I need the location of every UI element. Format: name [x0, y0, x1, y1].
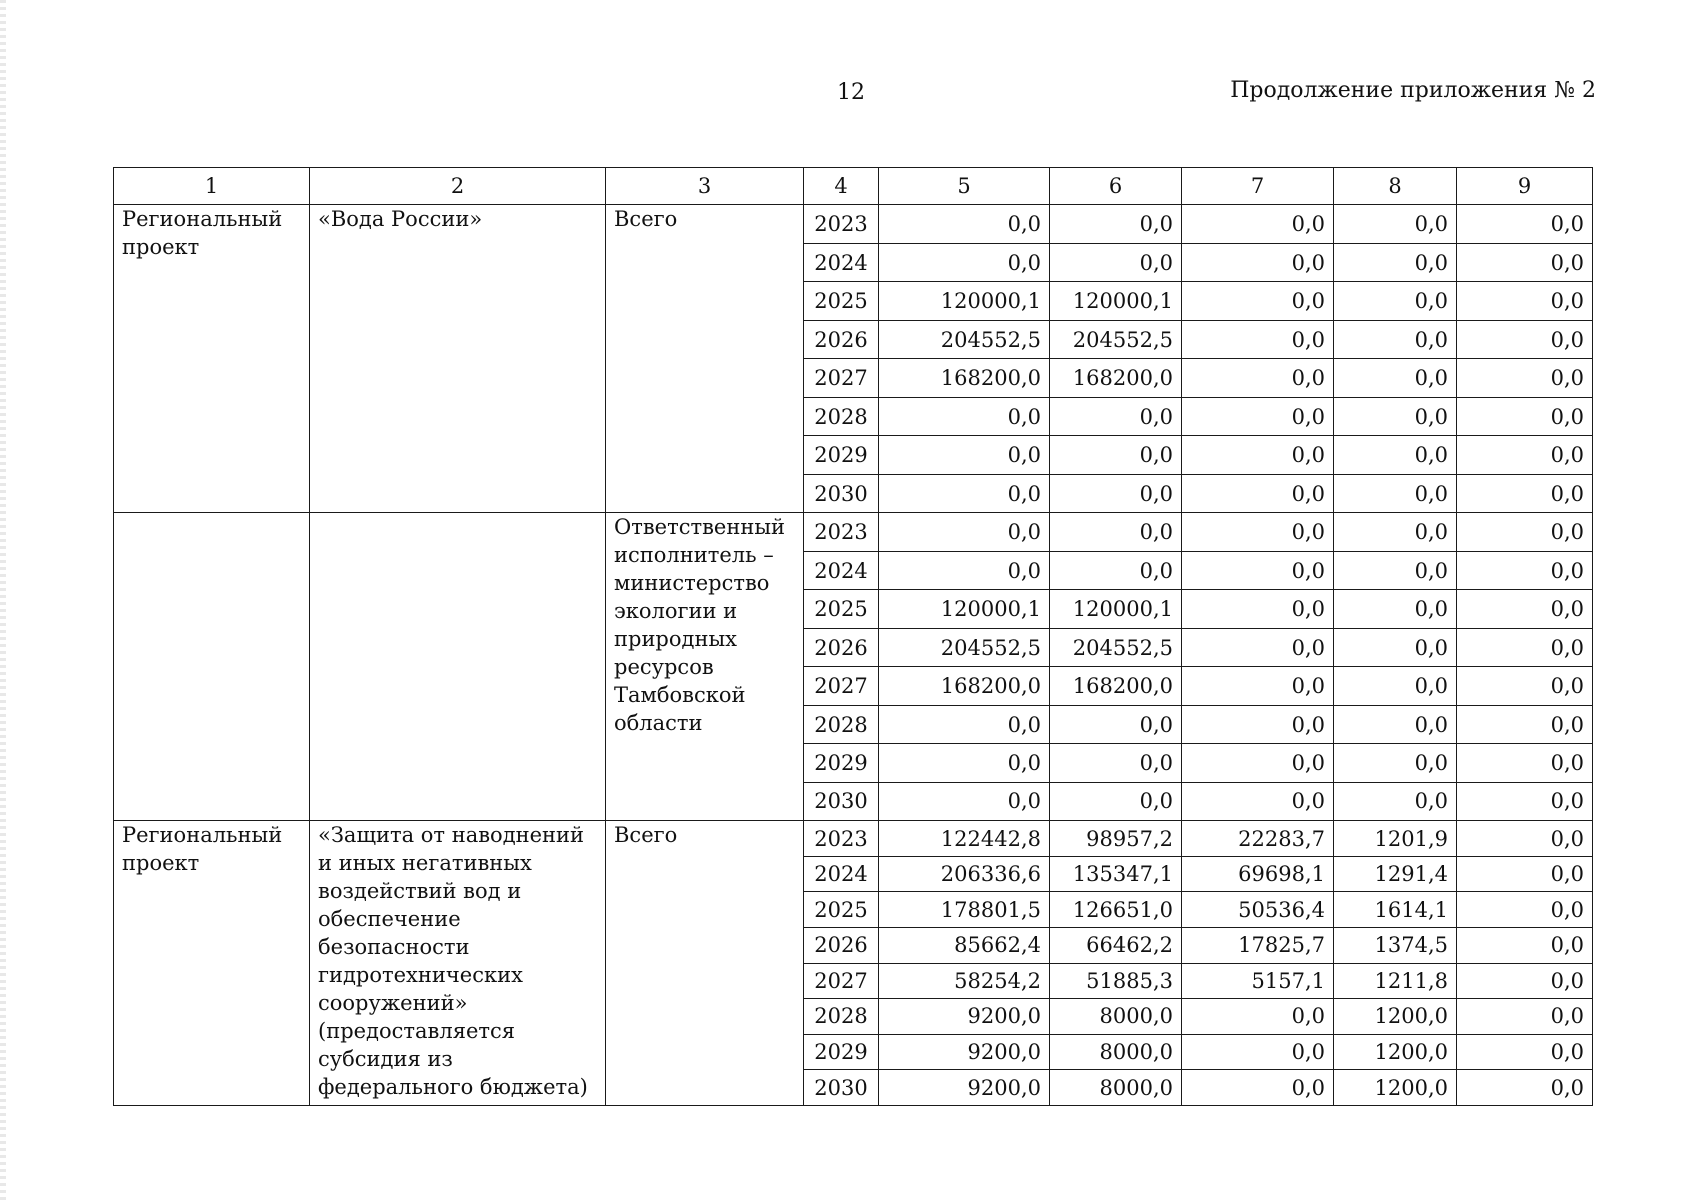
year-cell: 2025	[804, 892, 879, 928]
value-cell: 98957,2	[1050, 821, 1182, 857]
value-cell: 0,0	[1182, 744, 1334, 782]
value-cell: 0,0	[1050, 744, 1182, 782]
value-cell: 0,0	[879, 205, 1050, 243]
year-cell: 2024	[804, 551, 879, 589]
page-number: 12	[837, 80, 865, 105]
value-cell: 0,0	[1457, 243, 1593, 281]
year-cell: 2024	[804, 856, 879, 892]
table-row	[114, 821, 1593, 857]
value-cell: 0,0	[1457, 999, 1593, 1035]
value-cell: 0,0	[1050, 551, 1182, 589]
value-cell: 0,0	[1334, 282, 1457, 320]
value-cell: 0,0	[1457, 927, 1593, 963]
value-cell: 0,0	[1182, 667, 1334, 705]
value-cell: 0,0	[1457, 590, 1593, 628]
label-cell-col1: Региональный проект	[114, 205, 310, 513]
label-cell-col1	[114, 513, 310, 821]
value-cell: 0,0	[1050, 243, 1182, 281]
value-cell: 120000,1	[879, 282, 1050, 320]
value-cell: 0,0	[1334, 359, 1457, 397]
value-cell: 1291,4	[1334, 856, 1457, 892]
value-cell: 0,0	[1457, 821, 1593, 857]
value-cell: 0,0	[1334, 397, 1457, 435]
value-cell: 0,0	[1457, 359, 1593, 397]
value-cell: 0,0	[1050, 205, 1182, 243]
table-row	[114, 513, 1593, 551]
value-cell: 9200,0	[879, 1034, 1050, 1070]
year-cell: 2030	[804, 474, 879, 512]
header-cell: 9	[1457, 168, 1593, 205]
value-cell: 0,0	[879, 436, 1050, 474]
year-cell: 2030	[804, 1070, 879, 1106]
value-cell: 1201,9	[1334, 821, 1457, 857]
value-cell: 17825,7	[1182, 927, 1334, 963]
header-row	[114, 168, 1593, 205]
value-cell: 0,0	[1457, 667, 1593, 705]
label-cell-col2	[310, 513, 606, 821]
value-cell: 178801,5	[879, 892, 1050, 928]
value-cell: 0,0	[1457, 320, 1593, 358]
value-cell: 126651,0	[1050, 892, 1182, 928]
value-cell: 0,0	[1182, 359, 1334, 397]
value-cell: 0,0	[1334, 782, 1457, 820]
value-cell: 69698,1	[1182, 856, 1334, 892]
value-cell: 0,0	[1457, 397, 1593, 435]
label-cell-col2: «Вода России»	[310, 205, 606, 513]
value-cell: 204552,5	[879, 320, 1050, 358]
year-cell: 2028	[804, 705, 879, 743]
value-cell: 0,0	[1182, 590, 1334, 628]
year-cell: 2030	[804, 782, 879, 820]
value-cell: 0,0	[1182, 551, 1334, 589]
value-cell: 0,0	[1182, 282, 1334, 320]
value-cell: 0,0	[1334, 590, 1457, 628]
value-cell: 0,0	[1182, 1034, 1334, 1070]
value-cell: 8000,0	[1050, 1034, 1182, 1070]
year-cell: 2028	[804, 999, 879, 1035]
value-cell: 0,0	[1457, 744, 1593, 782]
value-cell: 9200,0	[879, 999, 1050, 1035]
year-cell: 2027	[804, 667, 879, 705]
value-cell: 1200,0	[1334, 999, 1457, 1035]
value-cell: 0,0	[1182, 397, 1334, 435]
value-cell: 0,0	[1334, 628, 1457, 666]
header-cell: 6	[1050, 168, 1182, 205]
value-cell: 0,0	[1182, 474, 1334, 512]
value-cell: 0,0	[1457, 782, 1593, 820]
label-cell-col3: Всего	[606, 821, 804, 1106]
value-cell: 85662,4	[879, 927, 1050, 963]
value-cell: 9200,0	[879, 1070, 1050, 1106]
value-cell: 0,0	[1334, 320, 1457, 358]
header-cell: 4	[804, 168, 879, 205]
value-cell: 1200,0	[1334, 1034, 1457, 1070]
value-cell: 0,0	[879, 474, 1050, 512]
label-cell-col2: «Защита от наводнений и иных негативных воздействий вод и обеспечение безопасности гидротехнических сооружений» (предоставляется субсидия из федерального бюджета)	[310, 821, 606, 1106]
value-cell: 51885,3	[1050, 963, 1182, 999]
value-cell: 204552,5	[1050, 320, 1182, 358]
value-cell: 0,0	[1457, 856, 1593, 892]
value-cell: 0,0	[1334, 551, 1457, 589]
value-cell: 120000,1	[879, 590, 1050, 628]
value-cell: 168200,0	[879, 667, 1050, 705]
value-cell: 0,0	[879, 397, 1050, 435]
value-cell: 0,0	[1182, 999, 1334, 1035]
value-cell: 0,0	[1457, 474, 1593, 512]
value-cell: 0,0	[1334, 205, 1457, 243]
value-cell: 120000,1	[1050, 590, 1182, 628]
year-cell: 2027	[804, 359, 879, 397]
value-cell: 204552,5	[1050, 628, 1182, 666]
value-cell: 0,0	[879, 705, 1050, 743]
value-cell: 120000,1	[1050, 282, 1182, 320]
value-cell: 168200,0	[1050, 359, 1182, 397]
value-cell: 8000,0	[1050, 1070, 1182, 1106]
year-cell: 2025	[804, 282, 879, 320]
value-cell: 0,0	[1182, 243, 1334, 281]
value-cell: 0,0	[1457, 551, 1593, 589]
value-cell: 0,0	[1182, 628, 1334, 666]
value-cell: 0,0	[1182, 436, 1334, 474]
year-cell: 2029	[804, 1034, 879, 1070]
year-cell: 2026	[804, 927, 879, 963]
value-cell: 0,0	[1050, 513, 1182, 551]
value-cell: 0,0	[1457, 513, 1593, 551]
value-cell: 0,0	[1334, 474, 1457, 512]
value-cell: 0,0	[1182, 1070, 1334, 1106]
year-cell: 2023	[804, 205, 879, 243]
label-cell-col3: Ответственный исполнитель – министерство экологии и природных ресурсов Тамбовской области	[606, 513, 804, 821]
year-cell: 2026	[804, 320, 879, 358]
value-cell: 0,0	[1457, 1070, 1593, 1106]
value-cell: 0,0	[1182, 320, 1334, 358]
budget-table	[113, 167, 1593, 1106]
value-cell: 0,0	[1334, 513, 1457, 551]
value-cell: 0,0	[1182, 513, 1334, 551]
value-cell: 0,0	[1050, 474, 1182, 512]
value-cell: 1374,5	[1334, 927, 1457, 963]
value-cell: 50536,4	[1182, 892, 1334, 928]
value-cell: 0,0	[1457, 1034, 1593, 1070]
year-cell: 2025	[804, 590, 879, 628]
year-cell: 2029	[804, 744, 879, 782]
year-cell: 2029	[804, 436, 879, 474]
value-cell: 0,0	[1334, 436, 1457, 474]
value-cell: 168200,0	[1050, 667, 1182, 705]
year-cell: 2024	[804, 243, 879, 281]
value-cell: 122442,8	[879, 821, 1050, 857]
year-cell: 2027	[804, 963, 879, 999]
value-cell: 135347,1	[1050, 856, 1182, 892]
value-cell: 8000,0	[1050, 999, 1182, 1035]
label-cell-col1: Региональный проект	[114, 821, 310, 1106]
value-cell: 206336,6	[879, 856, 1050, 892]
year-cell: 2028	[804, 397, 879, 435]
value-cell: 58254,2	[879, 963, 1050, 999]
value-cell: 0,0	[1182, 705, 1334, 743]
value-cell: 0,0	[1334, 744, 1457, 782]
year-cell: 2023	[804, 821, 879, 857]
value-cell: 0,0	[879, 551, 1050, 589]
value-cell: 0,0	[879, 513, 1050, 551]
value-cell: 0,0	[1457, 628, 1593, 666]
header-cell: 3	[606, 168, 804, 205]
label-cell-col3: Всего	[606, 205, 804, 513]
value-cell: 1614,1	[1334, 892, 1457, 928]
value-cell: 204552,5	[879, 628, 1050, 666]
value-cell: 0,0	[1182, 782, 1334, 820]
value-cell: 5157,1	[1182, 963, 1334, 999]
year-cell: 2026	[804, 628, 879, 666]
value-cell: 22283,7	[1182, 821, 1334, 857]
value-cell: 0,0	[1457, 436, 1593, 474]
header-cell: 5	[879, 168, 1050, 205]
value-cell: 0,0	[1050, 436, 1182, 474]
value-cell: 0,0	[1334, 243, 1457, 281]
value-cell: 0,0	[1334, 705, 1457, 743]
scan-edge-decoration	[0, 0, 6, 1200]
value-cell: 0,0	[1050, 705, 1182, 743]
appendix-caption: Продолжение приложения № 2	[1230, 78, 1596, 103]
table-row	[114, 205, 1593, 243]
value-cell: 1211,8	[1334, 963, 1457, 999]
value-cell: 0,0	[1457, 705, 1593, 743]
header-cell: 7	[1182, 168, 1334, 205]
value-cell: 0,0	[1050, 397, 1182, 435]
value-cell: 1200,0	[1334, 1070, 1457, 1106]
value-cell: 0,0	[879, 782, 1050, 820]
value-cell: 168200,0	[879, 359, 1050, 397]
value-cell: 0,0	[1050, 782, 1182, 820]
value-cell: 0,0	[879, 243, 1050, 281]
value-cell: 66462,2	[1050, 927, 1182, 963]
header-cell: 8	[1334, 168, 1457, 205]
value-cell: 0,0	[1457, 892, 1593, 928]
value-cell: 0,0	[1334, 667, 1457, 705]
value-cell: 0,0	[879, 744, 1050, 782]
header-cell: 1	[114, 168, 310, 205]
value-cell: 0,0	[1457, 205, 1593, 243]
header-cell: 2	[310, 168, 606, 205]
year-cell: 2023	[804, 513, 879, 551]
value-cell: 0,0	[1182, 205, 1334, 243]
value-cell: 0,0	[1457, 963, 1593, 999]
value-cell: 0,0	[1457, 282, 1593, 320]
